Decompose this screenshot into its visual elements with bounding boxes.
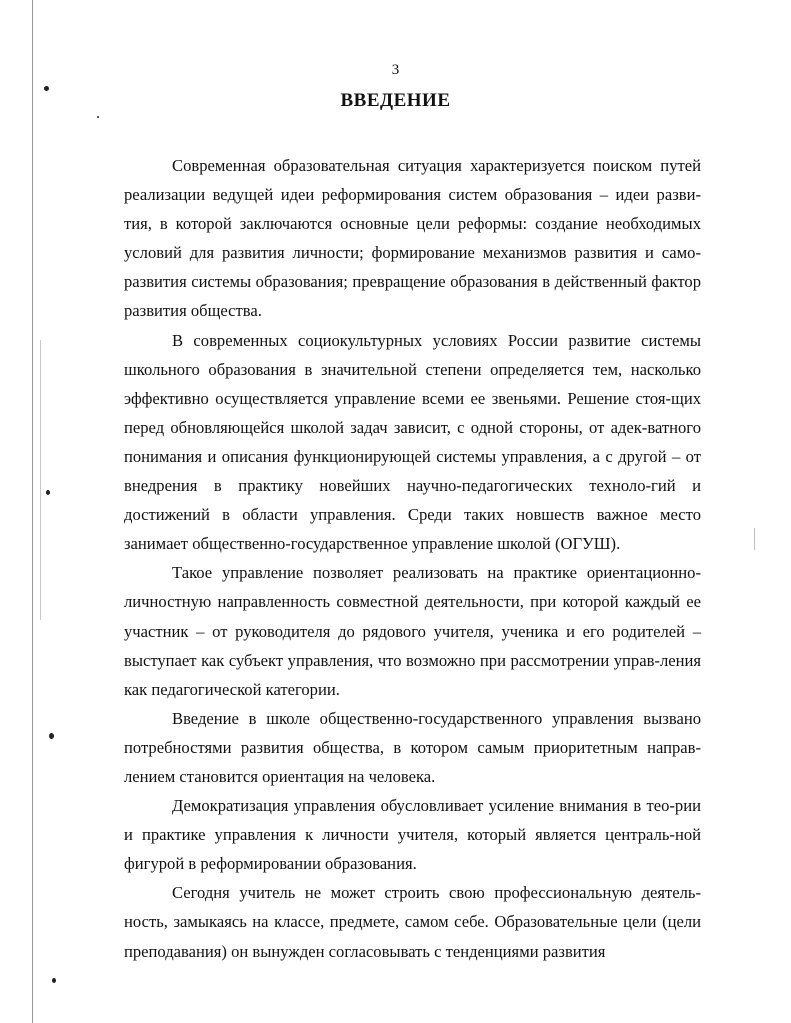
scan-speck xyxy=(49,733,54,739)
paragraph: В современных социокультурных условиях России развитие системы школьного образования в значительной степени определяется тем, насколько эффективно осуществляется управление всеми ее звеньями. Решение стоя-щих перед обновляющейся школой задач зависит, с одной стороны, от адек-ватного понимания и описания функционирующей системы управления, а с другой – от внедрения в практику новейших научно-педагогических техноло-гий и достижений в области управления. Среди таких новшеств важное место занимает общественно-государственное управление школой (ОГУШ). xyxy=(124,330,701,554)
paragraph: Такое управление позволяет реализовать на практике ориентационно-личностную направленность совместной деятельности, при которой каждый ее участник – от руководителя до рядового учителя, ученика и его родителей – выступает как субъект управления, что возможно при рассмотрении управ-ления как педагогической категории. xyxy=(124,563,701,699)
page-number: 3 xyxy=(391,62,400,78)
scan-right-mark xyxy=(754,528,755,550)
paragraph: Современная образовательная ситуация характеризуется поиском путей реализации ведущей идеи реформирования систем образования – идеи разви-тия, в которой заключаются основные цели реформы: создание необходимых условий для развития личности; формирование механизмов развития и само-развития системы образования; превращение образования в действенный фактор развития общества. xyxy=(124,156,701,321)
paragraph: Введение в школе общественно-государственного управления вызвано потребностями развития общества, в котором самым приоритетным направ-лением становится ориентация на человека. xyxy=(124,708,701,786)
body-text xyxy=(124,151,701,966)
scan-left-border xyxy=(32,0,33,1023)
page-title: ВВЕДЕНИЕ xyxy=(340,90,451,111)
paragraph: Сегодня учитель не может строить свою профессиональную деятель-ность, замыкаясь на классе, предмете, самом себе. Образовательные цели (цели преподавания) он вынужден согласовывать с тенденциями развития xyxy=(124,883,701,961)
scan-inner-border xyxy=(40,340,41,620)
scan-speck xyxy=(52,978,56,983)
paragraph: Демократизация управления обусловливает усиление внимания в тео-рии и практике управления к личности учителя, который является централь-ной фигурой в реформировании образования. xyxy=(124,796,701,874)
scan-speck xyxy=(97,116,99,118)
scan-speck xyxy=(46,490,50,495)
